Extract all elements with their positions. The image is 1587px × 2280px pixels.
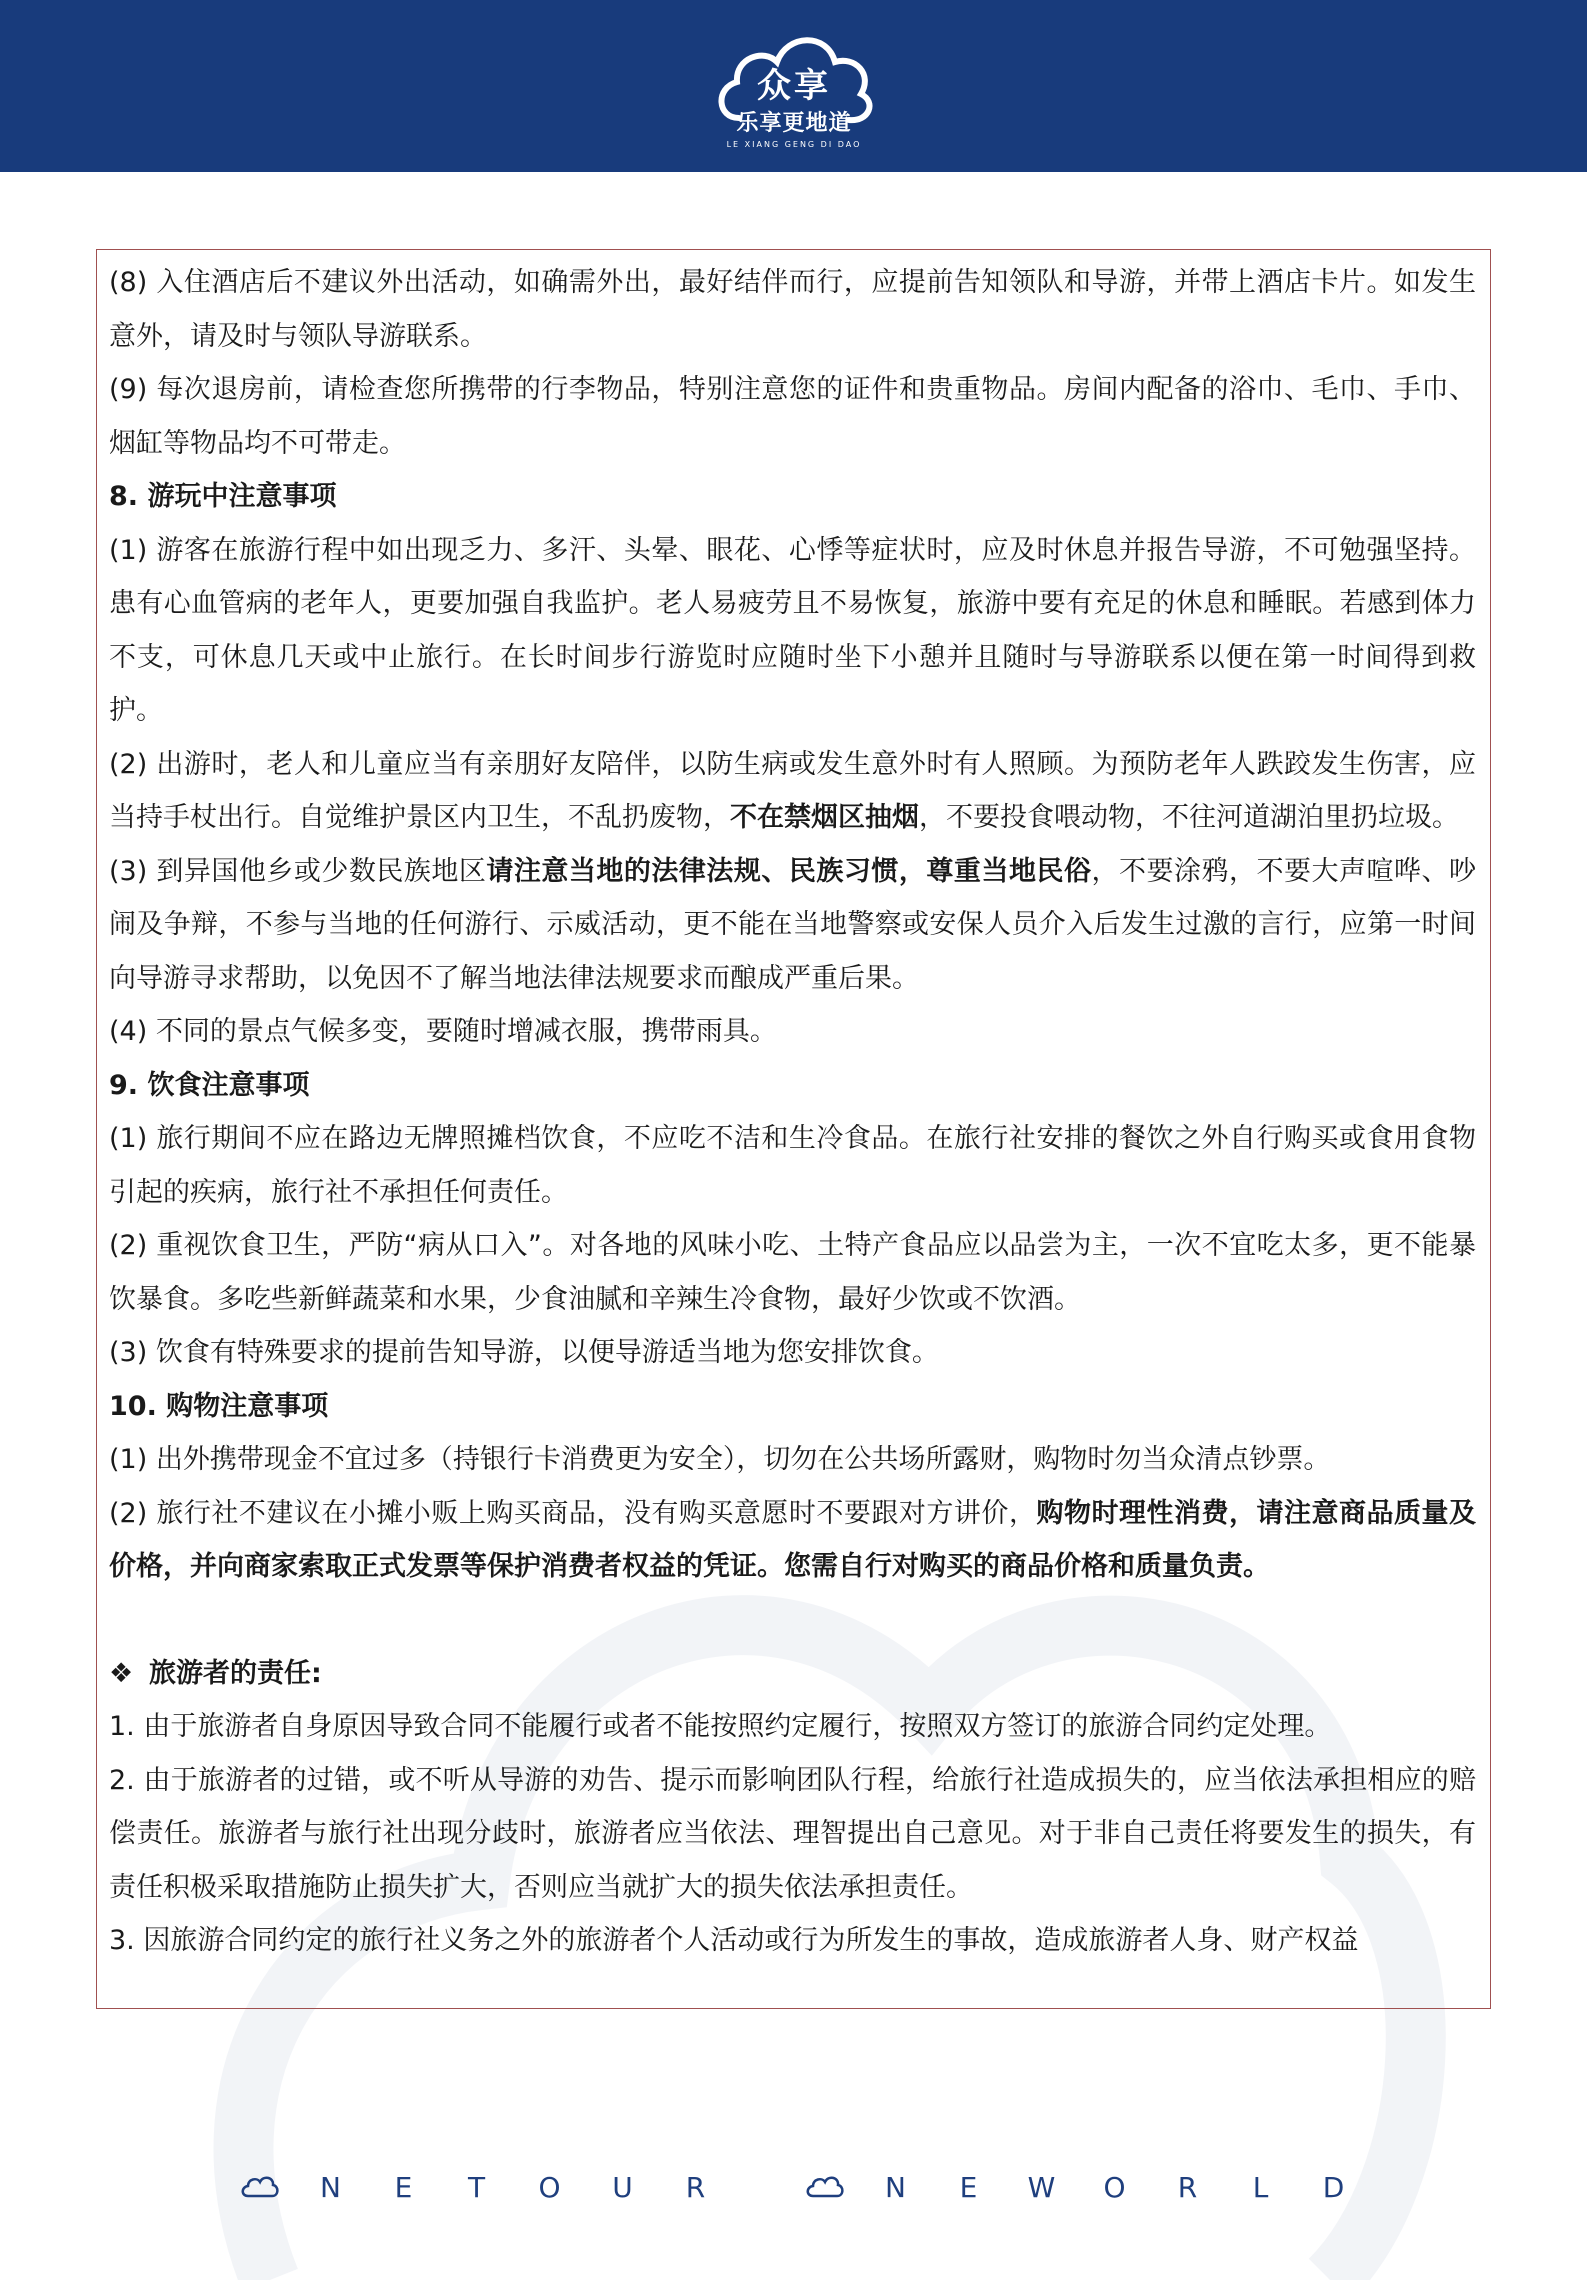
footer-letter: U [612, 2170, 633, 2204]
paragraph-companions [109, 738, 1476, 845]
footer-letter: O [1103, 2170, 1126, 2204]
heading-shopping: 10. 购物注意事项 [109, 1390, 329, 1422]
content-box [96, 249, 1491, 2009]
text-segment: (2) 出游时，老人和儿童应当有亲朋好友陪伴，以防生病或发生意外时有人照顾。为预防老年人跌跤发生伤害，应当持手杖出行。自觉维护景区内卫生，不乱扔废物， [109, 748, 1476, 833]
logo-sub-text: 乐享更地道 [736, 111, 852, 136]
cloud-icon [805, 2172, 845, 2202]
footer-letter: O [538, 2170, 561, 2204]
paragraph-resp-1: 1. 由于旅游者自身原因导致合同不能履行或者不能按照约定履行，按照双方签订的旅游合同约定处理。 [109, 1711, 1332, 1742]
footer-neworld [805, 2165, 1370, 2209]
bold-segment: 请注意当地的法律法规、民族习惯，尊重当地民俗 [486, 855, 1092, 887]
paragraph-hotel-outing: (8) 入住酒店后不建议外出活动，如确需外出，最好结伴而行，应提前告知领队和导游，并带上酒店卡片。如发生意外，请及时与领队导游联系。 [109, 267, 1476, 352]
footer-letter: T [467, 2170, 486, 2204]
footer-letter: W [1027, 2170, 1056, 2204]
spacer [109, 1594, 1476, 1647]
paragraph-street-food: (1) 旅行期间不应在路边无牌照摊档饮食，不应吃不洁和生冷食品。在旅行社安排的餐饮之外自行购买或食用食物引起的疾病，旅行社不承担任何责任。 [109, 1123, 1476, 1208]
heading-traveler-responsibility [109, 1647, 1476, 1701]
footer-letters-left [294, 2171, 732, 2204]
footer-letter: R [1177, 2170, 1198, 2204]
heading-dining: 9. 饮食注意事项 [109, 1069, 310, 1101]
footer-letter: R [685, 2170, 706, 2204]
page-header [0, 0, 1587, 172]
text-segment: (2) 旅行社不建议在小摊小贩上购买商品，没有购买意愿时不要跟对方讲价， [109, 1497, 1037, 1529]
footer-letter: E [394, 2170, 413, 2204]
footer-letter: N [320, 2170, 341, 2204]
paragraph-resp-3: 3. 因旅游合同约定的旅行社义务之外的旅游者个人活动或行为所发生的事故，造成旅游者人身、财产权益 [109, 1925, 1359, 1956]
paragraph-resp-2: 2. 由于旅游者的过错，或不听从导游的劝告、提示而影响团队行程，给旅行社造成损失的，应当依法承担相应的赔偿责任。旅游者与旅行社出现分歧时，旅游者应当依法、理智提出自己意见。对于非自己责任将要发生的损失，有责任积极采取措施防止损失扩大，否则应当就扩大的损失依法承担责任。 [109, 1764, 1476, 1903]
heading-text: 旅游者的责任: [149, 1657, 322, 1689]
text-segment: (3) 到异国他乡或少数民族地区 [109, 855, 487, 887]
paragraph-hygiene: (2) 重视饮食卫生，严防“病从口入”。对各地的风味小吃、土特产食品应以品尝为主，一次不宜吃太多，更不能暴饮暴食。多吃些新鲜蔬菜和水果，少食油腻和辛辣生冷食物，最好少饮或不饮酒。 [109, 1230, 1476, 1315]
logo-pinyin-text: LE XIANG GENG DI DAO [726, 140, 862, 149]
paragraph-special-diet: (3) 饮食有特殊要求的提前告知导游，以便导游适当地为您安排饮食。 [109, 1337, 939, 1368]
diamond-bullet-icon: ❖ [109, 1657, 134, 1689]
footer-letter: L [1252, 2170, 1269, 2204]
paragraph-bargain [109, 1487, 1476, 1594]
footer-letter: D [1322, 2170, 1345, 2204]
bold-segment: 不在禁烟区抽烟 [730, 802, 919, 833]
footer-netour [240, 2165, 732, 2209]
logo-main-text: 众享 [757, 66, 831, 106]
paragraph-weather: (4) 不同的景点气候多变，要随时增减衣服，携带雨具。 [109, 1016, 777, 1047]
paragraph-local-laws [109, 845, 1476, 1006]
paragraph-cash: (1) 出外携带现金不宜过多（持银行卡消费更为安全），切勿在公共场所露财，购物时勿当众清点钞票。 [109, 1444, 1331, 1475]
footer-letters-right [859, 2171, 1370, 2204]
paragraph-health: (1) 游客在旅游行程中如出现乏力、多汗、头晕、眼花、心悸等症状时，应及时休息并报告导游，不可勉强坚持。患有心血管病的老年人，更要加强自我监护。老人易疲劳且不易恢复，旅游中要有充足的休息和睡眠。若感到体力不支，可休息几天或中止旅行。在长时间步行游览时应随时坐下小憩并且随时与导游联系以便在第一时间得到救护。 [109, 534, 1476, 726]
cloud-icon [240, 2172, 280, 2202]
footer-letter: N [885, 2170, 906, 2204]
text-segment: ，不要涂鸦，不要大声喧哗、吵闹及争辩，不参与当地的任何游行、示威活动，更不能在当地警察或安保人员介入后发生过激的言行，应第一时间向导游寻求帮助，以免因不了解当地法律法规要求而酿成严重后果。 [109, 855, 1476, 994]
paragraph-checkout: (9) 每次退房前，请检查您所携带的行李物品，特别注意您的证件和贵重物品。房间内配备的浴巾、毛巾、手巾、烟缸等物品均不可带走。 [109, 374, 1476, 459]
bold-segment: 购物时理性消费，请注意商品质量及价格，并向商家索取正式发票等保护消费者权益的凭证。您需自行对购买的商品价格和质量负责。 [109, 1497, 1477, 1582]
text-segment: ，不要投食喂动物，不往河道湖泊里扔垃圾。 [919, 802, 1459, 833]
heading-sightseeing: 8. 游玩中注意事项 [109, 481, 337, 512]
brand-logo [709, 18, 879, 158]
page-footer [240, 2165, 1360, 2209]
footer-letter: E [959, 2170, 978, 2204]
